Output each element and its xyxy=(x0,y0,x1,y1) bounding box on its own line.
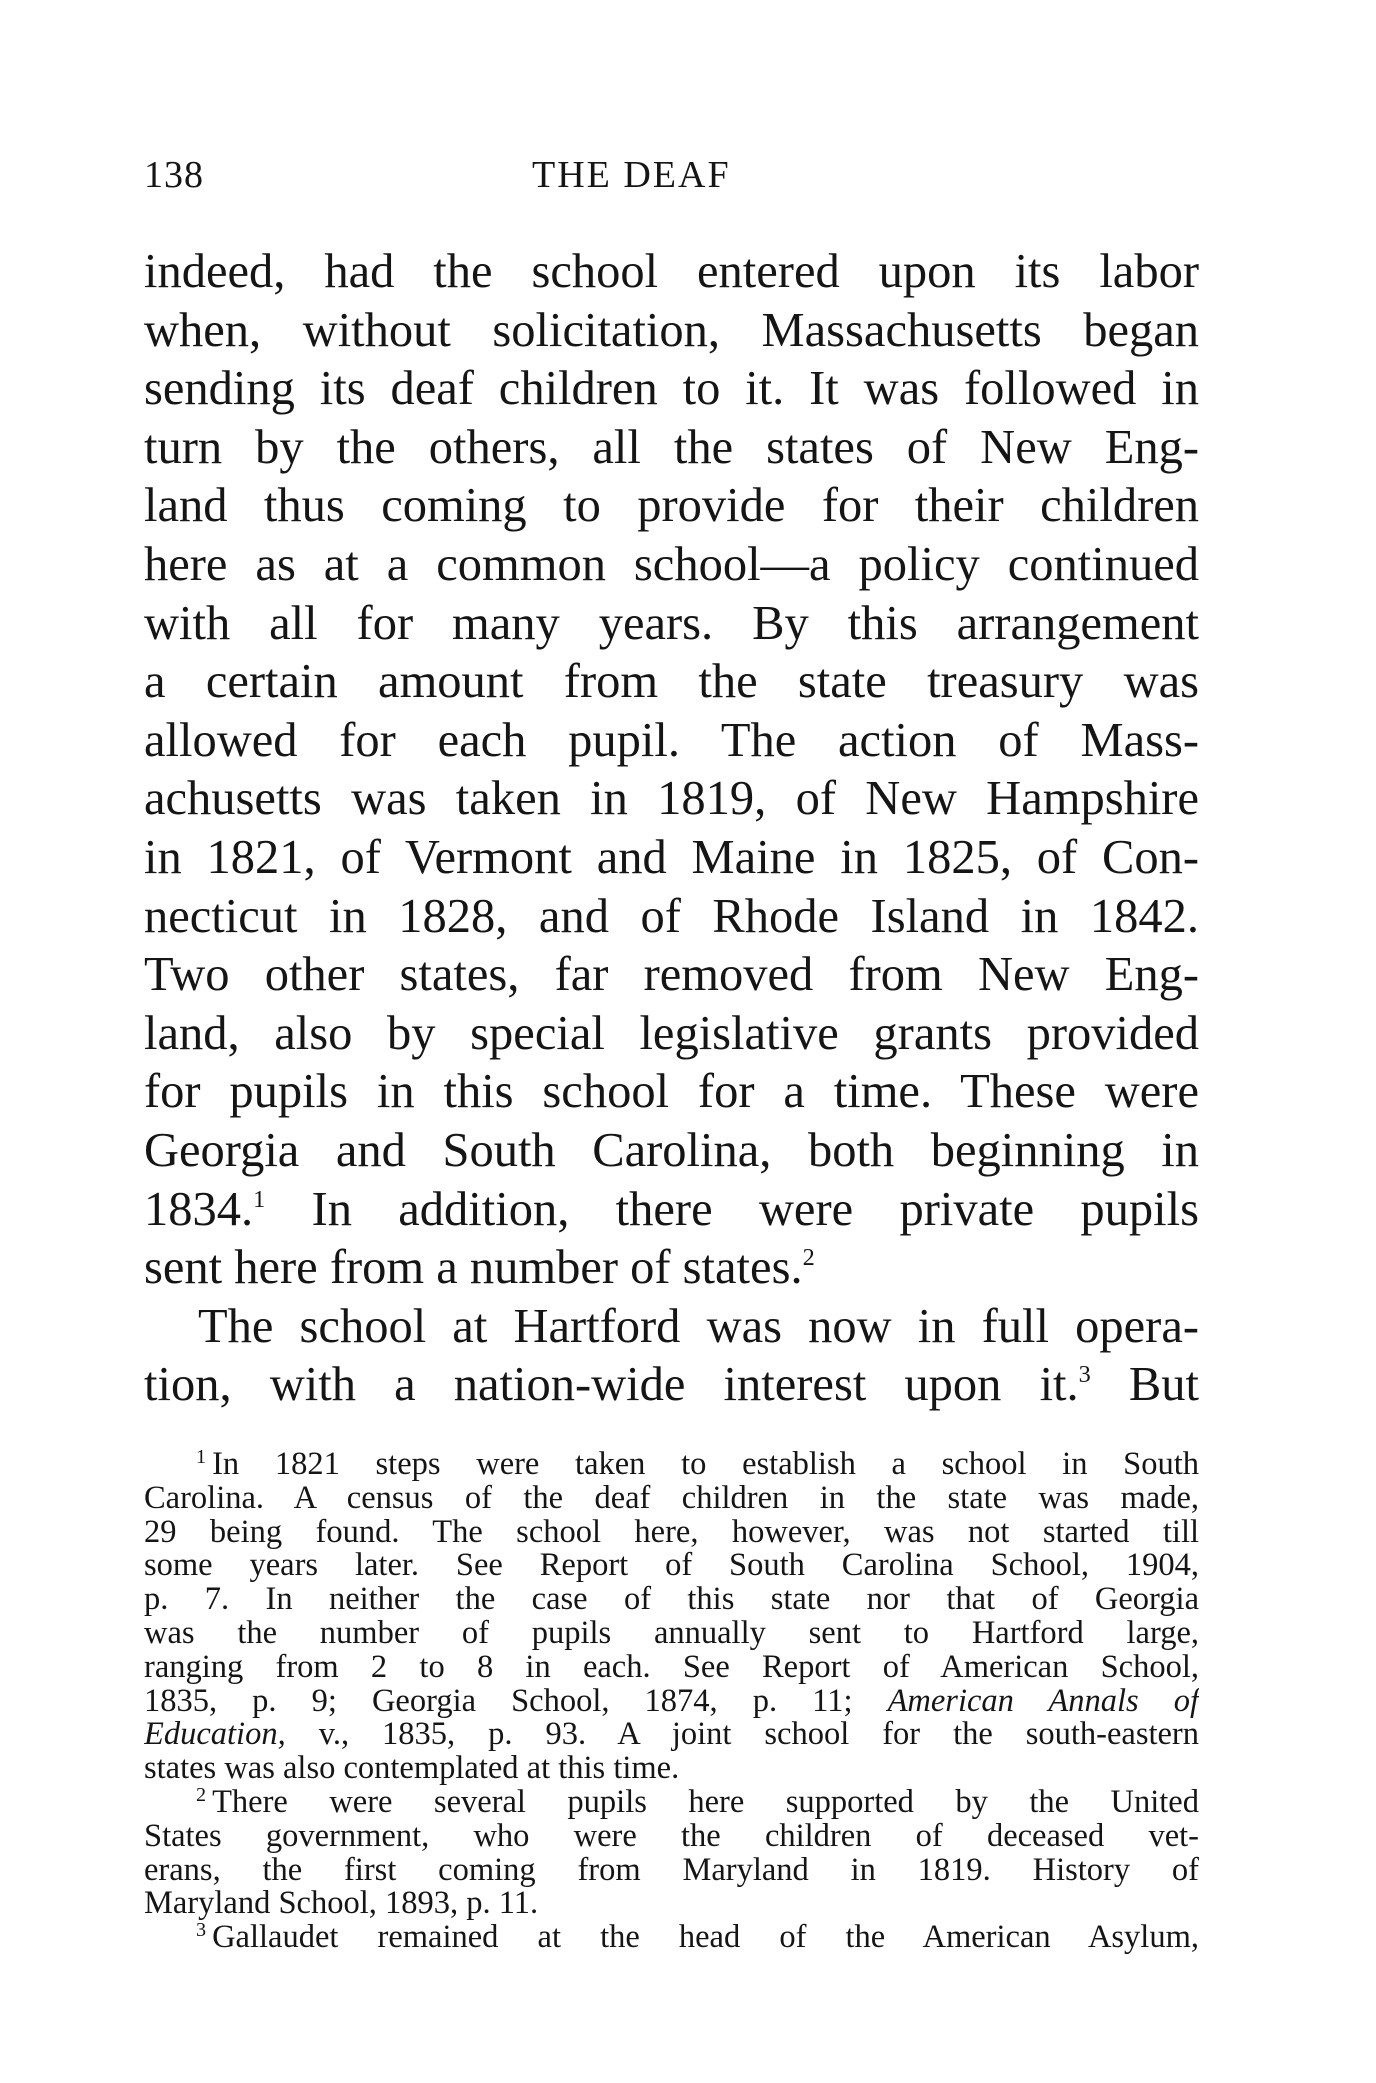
footnote-line: p. 7. In neither the case of this state nor that of Georgia xyxy=(144,1583,1199,1617)
footnote-line: ranging from 2 to 8 in each. See Report of American School, xyxy=(144,1650,1199,1685)
footnote-line: erans, the first coming from Maryland in 1819. History of xyxy=(144,1853,1199,1888)
body-line-end: In addition, there were private pupils xyxy=(311,1182,1199,1236)
footnote-text: In 1821 steps were taken to establish a school in South xyxy=(212,1448,1199,1482)
body-text xyxy=(144,243,1199,1415)
body-line: indeed, had the school entered upon its labor xyxy=(144,245,1199,298)
footnote-line xyxy=(144,1718,1199,1752)
body-line xyxy=(144,1239,1199,1298)
footnote-line: Maryland School, 1893, p. 11. xyxy=(144,1887,539,1922)
body-line: Georgia and South Carolina, both beginning in xyxy=(144,1123,1199,1177)
footnote-line xyxy=(144,1921,1199,1955)
running-head xyxy=(144,150,1199,200)
body-line: in 1821, of Vermont and Maine in 1825, of Con- xyxy=(144,830,1199,884)
body-line: The school at Hartford was now in full opera- xyxy=(198,1299,1199,1353)
body-line: sending its deaf children to it. It was followed in xyxy=(144,362,1199,416)
footnote-line xyxy=(144,1786,1199,1820)
body-line: a certain amount from the state treasury was xyxy=(144,655,1199,709)
body-line: Two other states, far removed from New Eng- xyxy=(144,948,1199,1002)
body-line: for pupils in this school for a time. These were xyxy=(144,1065,1199,1119)
body-line-start: 1834. xyxy=(144,1182,254,1236)
body-line: necticut in 1828, and of Rhode Island in 1842. xyxy=(144,889,1199,943)
body-line: turn by the others, all the states of New Eng- xyxy=(144,420,1199,474)
footnote-line: was the number of pupils annually sent to Hartford large, xyxy=(144,1616,1199,1651)
body-line: land, also by special legislative grants provided xyxy=(144,1006,1199,1060)
body-line-end: But xyxy=(1128,1358,1199,1412)
body-line: land thus coming to provide for their children xyxy=(144,479,1199,533)
footnote-line: states was also contemplated at this time. xyxy=(144,1752,680,1786)
footnote-ref-1: 1 xyxy=(253,1185,266,1213)
body-line-text: sent here from a number of states. xyxy=(144,1241,803,1295)
footnote-marker-1: 1 xyxy=(196,1448,207,1468)
running-title: THE DEAF xyxy=(532,154,731,196)
body-line: allowed for each pupil. The action of Mass- xyxy=(144,713,1199,767)
footnote-text: 1835, p. 9; Georgia School, 1874, p. 11; xyxy=(144,1684,853,1719)
footnote-line: some years later. See Report of South Carolina School, 1904, xyxy=(144,1549,1199,1584)
body-line: when, without solicitation, Massachusetts began xyxy=(144,303,1199,357)
body-line xyxy=(144,1181,1199,1240)
footnote-marker-3: 3 xyxy=(196,1921,207,1942)
footnote-text: Gallaudet remained at the head of the American Asylum, xyxy=(212,1921,1199,1955)
footnote-line xyxy=(144,1448,1199,1482)
body-line xyxy=(144,1356,1199,1415)
footnote-ref-2: 2 xyxy=(802,1243,815,1271)
footnote-journal-title: American Annals of xyxy=(887,1684,1199,1719)
footnote-journal-title: Education, xyxy=(144,1718,286,1753)
footnote-marker-2: 2 xyxy=(196,1785,207,1806)
body-line: achusetts was taken in 1819, of New Hampshire xyxy=(144,772,1199,826)
body-line-start: tion, with a nation-wide interest upon it. xyxy=(144,1358,1079,1412)
footnote-text: v., 1835, p. 93. A joint school for the south-eastern xyxy=(318,1718,1199,1753)
body-line: here as at a common school—a policy continued xyxy=(144,537,1199,591)
footnote-ref-3: 3 xyxy=(1078,1361,1091,1389)
footnote-line: Carolina. A census of the deaf children in the state was made, xyxy=(144,1481,1199,1516)
footnotes xyxy=(144,1448,1199,1955)
footnote-line: 29 being found. The school here, however, was not started till xyxy=(144,1515,1199,1550)
footnote-line: States government, who were the children of deceased vet- xyxy=(144,1819,1199,1854)
body-line: with all for many years. By this arrangement xyxy=(144,596,1199,650)
footnote-text: There were several pupils here supported by the United xyxy=(212,1785,1199,1820)
page-number: 138 xyxy=(144,154,204,196)
footnote-line xyxy=(144,1685,1199,1719)
